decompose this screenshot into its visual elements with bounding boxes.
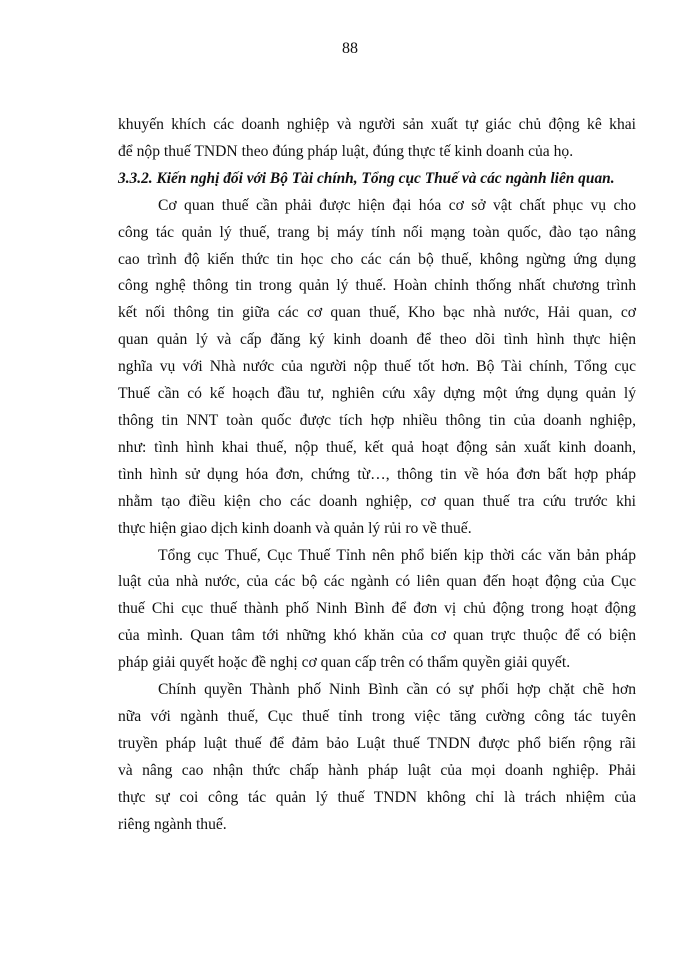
text-line: Thuế cần có kế hoạch đầu tư, nghiên cứu xây dựng một ứng dụng quản lý <box>118 385 636 403</box>
text-line: của mình. Quan tâm tới những khó khăn của cơ quan trực thuộc để có biện <box>118 627 636 645</box>
text-line: truyền pháp luật thuế để đảm bảo Luật thuế TNDN được phổ biến rộng rãi <box>118 734 636 752</box>
text-line: nữa với ngành thuế, Cục thuế tỉnh trong việc tăng cường công tác tuyên <box>118 707 636 725</box>
text-line: công nghệ thông tin trong quản lý thuế. Hoàn chỉnh thống nhất chương trình <box>118 277 636 295</box>
text-line: khuyến khích các doanh nghiệp và người sản xuất tự giác chủ động kê khai <box>118 116 636 133</box>
page-body <box>118 112 636 838</box>
text-line: Cơ quan thuế cần phải được hiện đại hóa cơ sở vật chất phục vụ cho <box>158 196 636 214</box>
text-line: kết nối thông tin giữa các cơ quan thuế, Kho bạc nhà nước, Hải quan, cơ <box>118 304 636 322</box>
text-line: luật của nhà nước, của các bộ các ngành có liên quan đến hoạt động của Cục <box>118 573 636 591</box>
text-line: thực sự coi công tác quản lý thuế TNDN không chỉ là trách nhiệm của <box>118 788 636 806</box>
paragraph-1 <box>118 193 636 543</box>
text-line: và nâng cao nhận thức chấp hành pháp luật của mọi doanh nghiệp. Phải <box>118 761 636 779</box>
intro-paragraph <box>118 112 636 166</box>
text-line: để nộp thuế TNDN theo đúng pháp luật, đúng thực tế kinh doanh của họ. <box>118 142 574 160</box>
text-line: thông tin NNT toàn quốc được tích hợp nhiều thông tin của doanh nghiệp, <box>118 411 636 429</box>
text-line: công tác quản lý thuế, trang bị máy tính nối mạng toàn quốc, đào tạo nâng <box>118 223 636 241</box>
page-number: 88 <box>342 40 358 57</box>
section-heading: 3.3.2. Kiến nghị đối với Bộ Tài chính, Tổng cục Thuế và các ngành liên quan. <box>118 169 615 187</box>
paragraph-3 <box>118 677 636 838</box>
text-line: quan quản lý và cấp đăng ký kinh doanh để theo dõi tình hình thực hiện <box>118 331 636 349</box>
text-line: cao trình độ kiến thức tin học cho các cán bộ thuế, không ngừng ứng dụng <box>118 250 636 268</box>
text-line: Chính quyền Thành phố Ninh Bình cần có sự phối hợp chặt chẽ hơn <box>158 681 636 699</box>
text-line: pháp giải quyết hoặc đề nghị cơ quan cấp trên có thẩm quyền giải quyết. <box>118 654 571 672</box>
text-line: nghĩa vụ với Nhà nước của người nộp thuế tốt hơn. Bộ Tài chính, Tổng cục <box>118 358 636 376</box>
text-line: riêng ngành thuế. <box>118 815 227 833</box>
text-line: như: tình hình khai thuế, nộp thuế, kết quả hoạt động sản xuất kinh doanh, <box>118 438 636 456</box>
text-line: nhằm tạo điều kiện cho các doanh nghiệp, cơ quan thuế tra cứu trước khi <box>118 492 636 510</box>
text-line: thực hiện giao dịch kinh doanh và quản lý rủi ro về thuế. <box>118 519 472 537</box>
paragraph-2 <box>118 543 636 678</box>
text-line: Tổng cục Thuế, Cục Thuế Tỉnh nên phổ biến kịp thời các văn bản pháp <box>158 546 636 564</box>
text-line: thuế Chi cục thuế thành phố Ninh Bình để đơn vị chủ động trong hoạt động <box>118 600 636 618</box>
text-line: tình hình sử dụng hóa đơn, chứng từ…, thông tin về hóa đơn bất hợp pháp <box>118 465 636 483</box>
